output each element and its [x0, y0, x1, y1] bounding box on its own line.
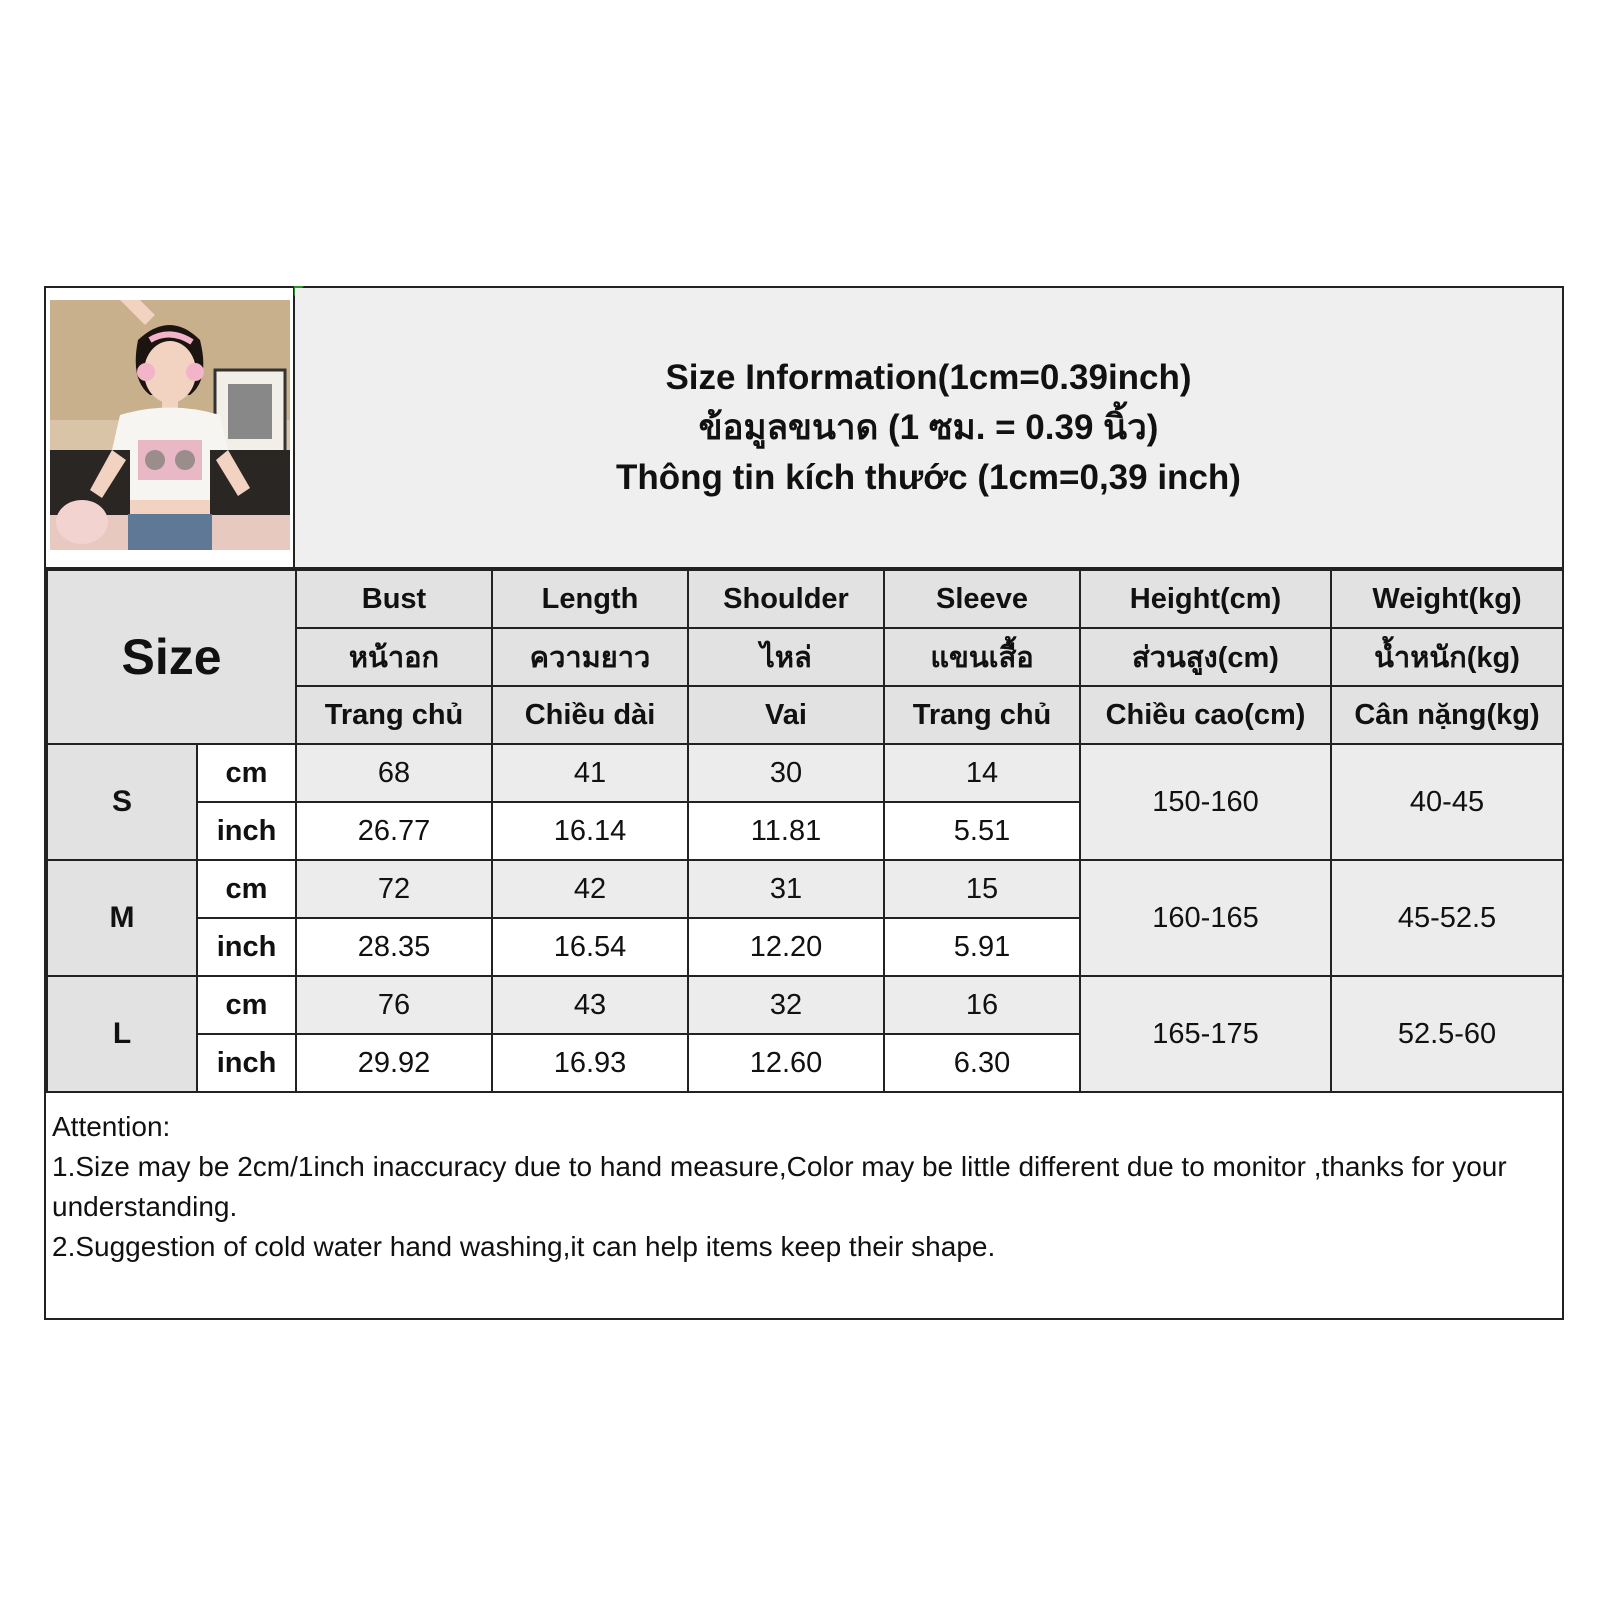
model-photo-illustration [50, 300, 290, 550]
col-bust-en: Bust [296, 570, 492, 628]
col-sleeve-vi: Trang chủ [884, 686, 1080, 744]
unit-inch: inch [197, 1034, 296, 1092]
col-height-vi: Chiều cao(cm) [1080, 686, 1331, 744]
size-label-s: S [47, 744, 197, 860]
unit-inch: inch [197, 918, 296, 976]
unit-inch: inch [197, 802, 296, 860]
table-row [47, 976, 1563, 1034]
cell-length-cm: 42 [492, 860, 688, 918]
title-box [295, 288, 1562, 569]
cell-shoulder-cm: 30 [688, 744, 884, 802]
cell-length-cm: 41 [492, 744, 688, 802]
notes-heading: Attention: [52, 1111, 171, 1142]
cell-bust-inch: 28.35 [296, 918, 492, 976]
header-row-english [47, 570, 1563, 628]
size-table [46, 569, 1564, 1093]
col-bust-th: หน้าอก [296, 628, 492, 686]
attention-notes [46, 1103, 1562, 1318]
col-shoulder-th: ไหล่ [688, 628, 884, 686]
title-english: Size Information(1cm=0.39inch) [665, 357, 1192, 397]
cell-shoulder-cm: 31 [688, 860, 884, 918]
col-weight-en: Weight(kg) [1331, 570, 1563, 628]
cell-sleeve-cm: 15 [884, 860, 1080, 918]
cell-length-inch: 16.93 [492, 1034, 688, 1092]
cell-shoulder-inch: 12.60 [688, 1034, 884, 1092]
col-sleeve-en: Sleeve [884, 570, 1080, 628]
col-shoulder-vi: Vai [688, 686, 884, 744]
table-row [47, 860, 1563, 918]
product-photo [46, 288, 295, 569]
title-vietnamese: Thông tin kích thước (1cm=0,39 inch) [616, 457, 1241, 497]
cell-length-inch: 16.54 [492, 918, 688, 976]
cell-bust-cm: 76 [296, 976, 492, 1034]
notes-line-2: 2.Suggestion of cold water hand washing,it can help items keep their shape. [52, 1231, 996, 1262]
col-length-vi: Chiều dài [492, 686, 688, 744]
cell-sleeve-cm: 14 [884, 744, 1080, 802]
cell-sleeve-cm: 16 [884, 976, 1080, 1034]
cell-sleeve-inch: 6.30 [884, 1034, 1080, 1092]
cell-height: 165-175 [1080, 976, 1331, 1092]
cell-bust-inch: 29.92 [296, 1034, 492, 1092]
col-length-th: ความยาว [492, 628, 688, 686]
cell-sleeve-inch: 5.91 [884, 918, 1080, 976]
cell-height: 150-160 [1080, 744, 1331, 860]
cell-bust-inch: 26.77 [296, 802, 492, 860]
cell-shoulder-inch: 12.20 [688, 918, 884, 976]
size-label-m: M [47, 860, 197, 976]
col-height-en: Height(cm) [1080, 570, 1331, 628]
cell-length-inch: 16.14 [492, 802, 688, 860]
cell-weight: 40-45 [1331, 744, 1563, 860]
cell-height: 160-165 [1080, 860, 1331, 976]
unit-cm: cm [197, 976, 296, 1034]
cell-sleeve-inch: 5.51 [884, 802, 1080, 860]
cell-shoulder-inch: 11.81 [688, 802, 884, 860]
cell-shoulder-cm: 32 [688, 976, 884, 1034]
size-label-l: L [47, 976, 197, 1092]
col-sleeve-th: แขนเสื้อ [884, 628, 1080, 686]
notes-line-1: 1.Size may be 2cm/1inch inaccuracy due to hand measure,Color may be little different due to monitor ,thanks for your understanding. [52, 1151, 1507, 1222]
size-header: Size [47, 570, 296, 744]
col-weight-vi: Cân nặng(kg) [1331, 686, 1563, 744]
cell-length-cm: 43 [492, 976, 688, 1034]
title-thai: ข้อมูลขนาด (1 ซม. = 0.39 นิ้ว) [698, 407, 1159, 447]
cell-weight: 45-52.5 [1331, 860, 1563, 976]
unit-cm: cm [197, 860, 296, 918]
col-length-en: Length [492, 570, 688, 628]
col-shoulder-en: Shoulder [688, 570, 884, 628]
col-weight-th: น้ำหนัก(kg) [1331, 628, 1563, 686]
cell-bust-cm: 68 [296, 744, 492, 802]
cell-bust-cm: 72 [296, 860, 492, 918]
col-height-th: ส่วนสูง(cm) [1080, 628, 1331, 686]
table-row [47, 744, 1563, 802]
size-chart [44, 286, 1564, 1320]
col-bust-vi: Trang chủ [296, 686, 492, 744]
unit-cm: cm [197, 744, 296, 802]
cell-weight: 52.5-60 [1331, 976, 1563, 1092]
